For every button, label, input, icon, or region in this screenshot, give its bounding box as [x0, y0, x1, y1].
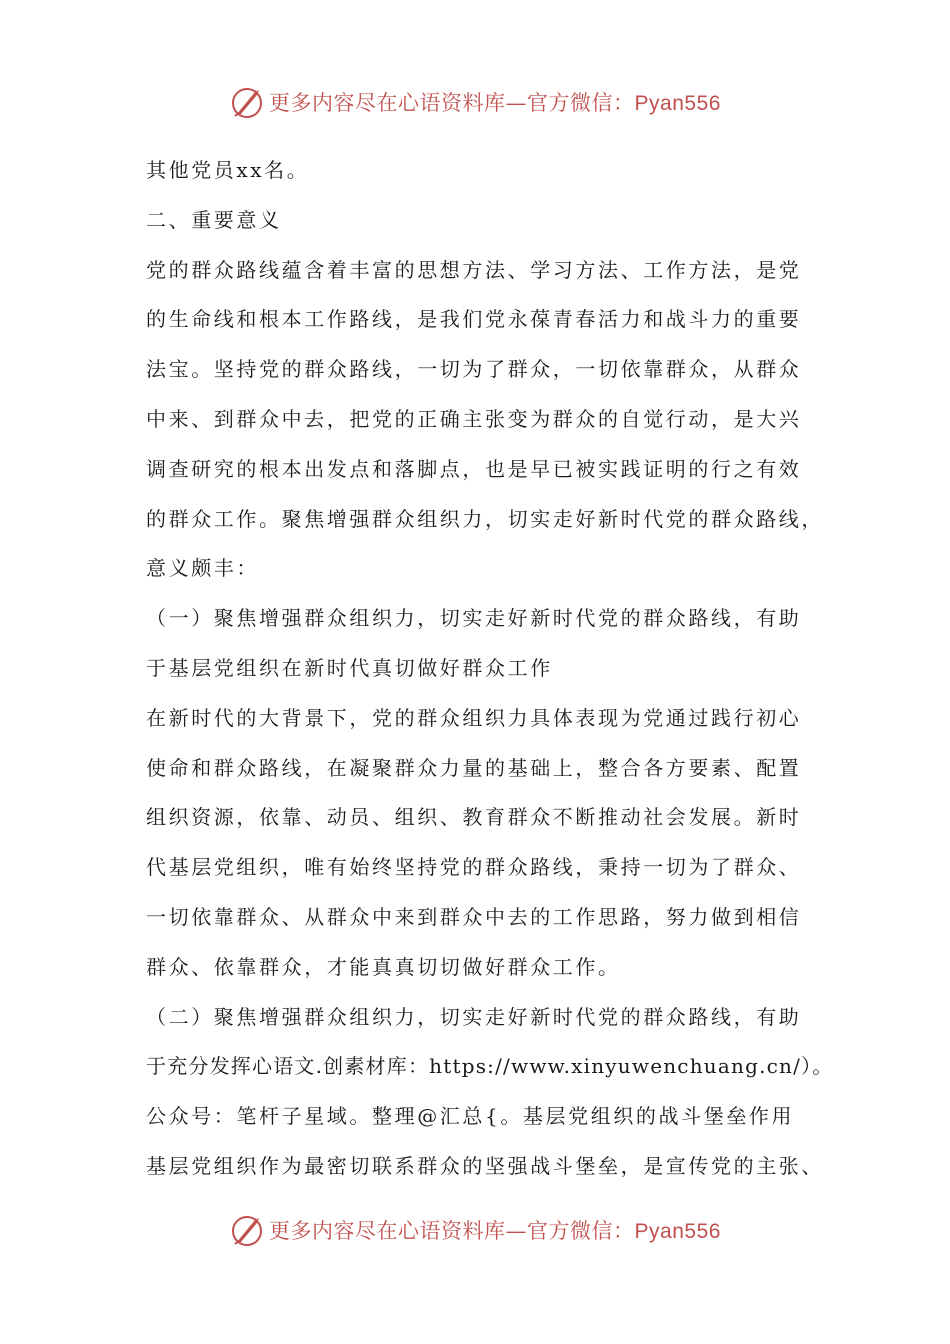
footer-banner [0, 1210, 950, 1250]
text-line: 基层党组织作为最密切联系群众的坚强战斗堡垒，是宣传党的主张、 [146, 1153, 824, 1178]
subsection-heading: （一）聚焦增强群众组织力，切实走好新时代党的群众路线，有助 [146, 606, 802, 631]
text-line: 代基层党组织，唯有始终坚持党的群众路线，秉持一切为了群众、 [146, 855, 802, 880]
banner-handle: Pyan556 [634, 1220, 721, 1243]
subsection-heading: （二）聚焦增强群众组织力，切实走好新时代党的群众路线，有助 [146, 1004, 802, 1029]
quill-pen-icon [229, 84, 265, 120]
text-line: 意义颇丰： [146, 556, 259, 581]
text-line: 组织资源，依靠、动员、组织、教育群众不断推动社会发展。新时 [146, 805, 802, 830]
text-line: 党的群众路线蕴含着丰富的思想方法、学习方法、工作方法，是党 [146, 257, 802, 282]
banner-handle: Pyan556 [634, 92, 721, 115]
text-line: 的群众工作。聚焦增强群众组织力，切实走好新时代党的群众路线， [146, 506, 824, 531]
text-line: 一切依靠群众、从群众中来到群众中去的工作思路，努力做到相信 [146, 904, 802, 929]
text-line: 使命和群众路线，在凝聚群众力量的基础上，整合各方要素、配置 [146, 755, 802, 780]
header-banner [0, 82, 950, 122]
text-line: 于充分发挥心语文.创素材库：https://www.xinyuwenchuang.cn/）。 [146, 1054, 834, 1079]
text-line: 调查研究的根本出发点和落脚点，也是早已被实践证明的行之有效 [146, 456, 802, 481]
text-line: 中来、到群众中去，把党的正确主张变为群众的自觉行动，是大兴 [146, 406, 802, 431]
subsection-heading: 于基层党组织在新时代真切做好群众工作 [146, 655, 553, 680]
section-heading: 二、重要意义 [146, 207, 282, 232]
banner-label: 更多内容尽在心语资料库—官方微信： [269, 1219, 635, 1243]
document-body [146, 146, 834, 1192]
text-line: 法宝。坚持党的群众路线，一切为了群众，一切依靠群众，从群众 [146, 357, 802, 382]
text-line: 公众号：笔杆子星域。整理@汇总{。基层党组织的战斗堡垒作用 [146, 1104, 795, 1129]
banner-text [269, 87, 721, 117]
text-line: 群众、依靠群众，才能真真切切做好群众工作。 [146, 954, 621, 979]
banner-text [269, 1215, 721, 1245]
text-line: 其他党员xx名。 [146, 158, 310, 182]
quill-pen-icon [229, 1212, 265, 1248]
text-line: 在新时代的大背景下，党的群众组织力具体表现为党通过践行初心 [146, 705, 802, 730]
banner-label: 更多内容尽在心语资料库—官方微信： [269, 91, 635, 115]
text-line: 的生命线和根本工作路线，是我们党永葆青春活力和战斗力的重要 [146, 307, 802, 332]
